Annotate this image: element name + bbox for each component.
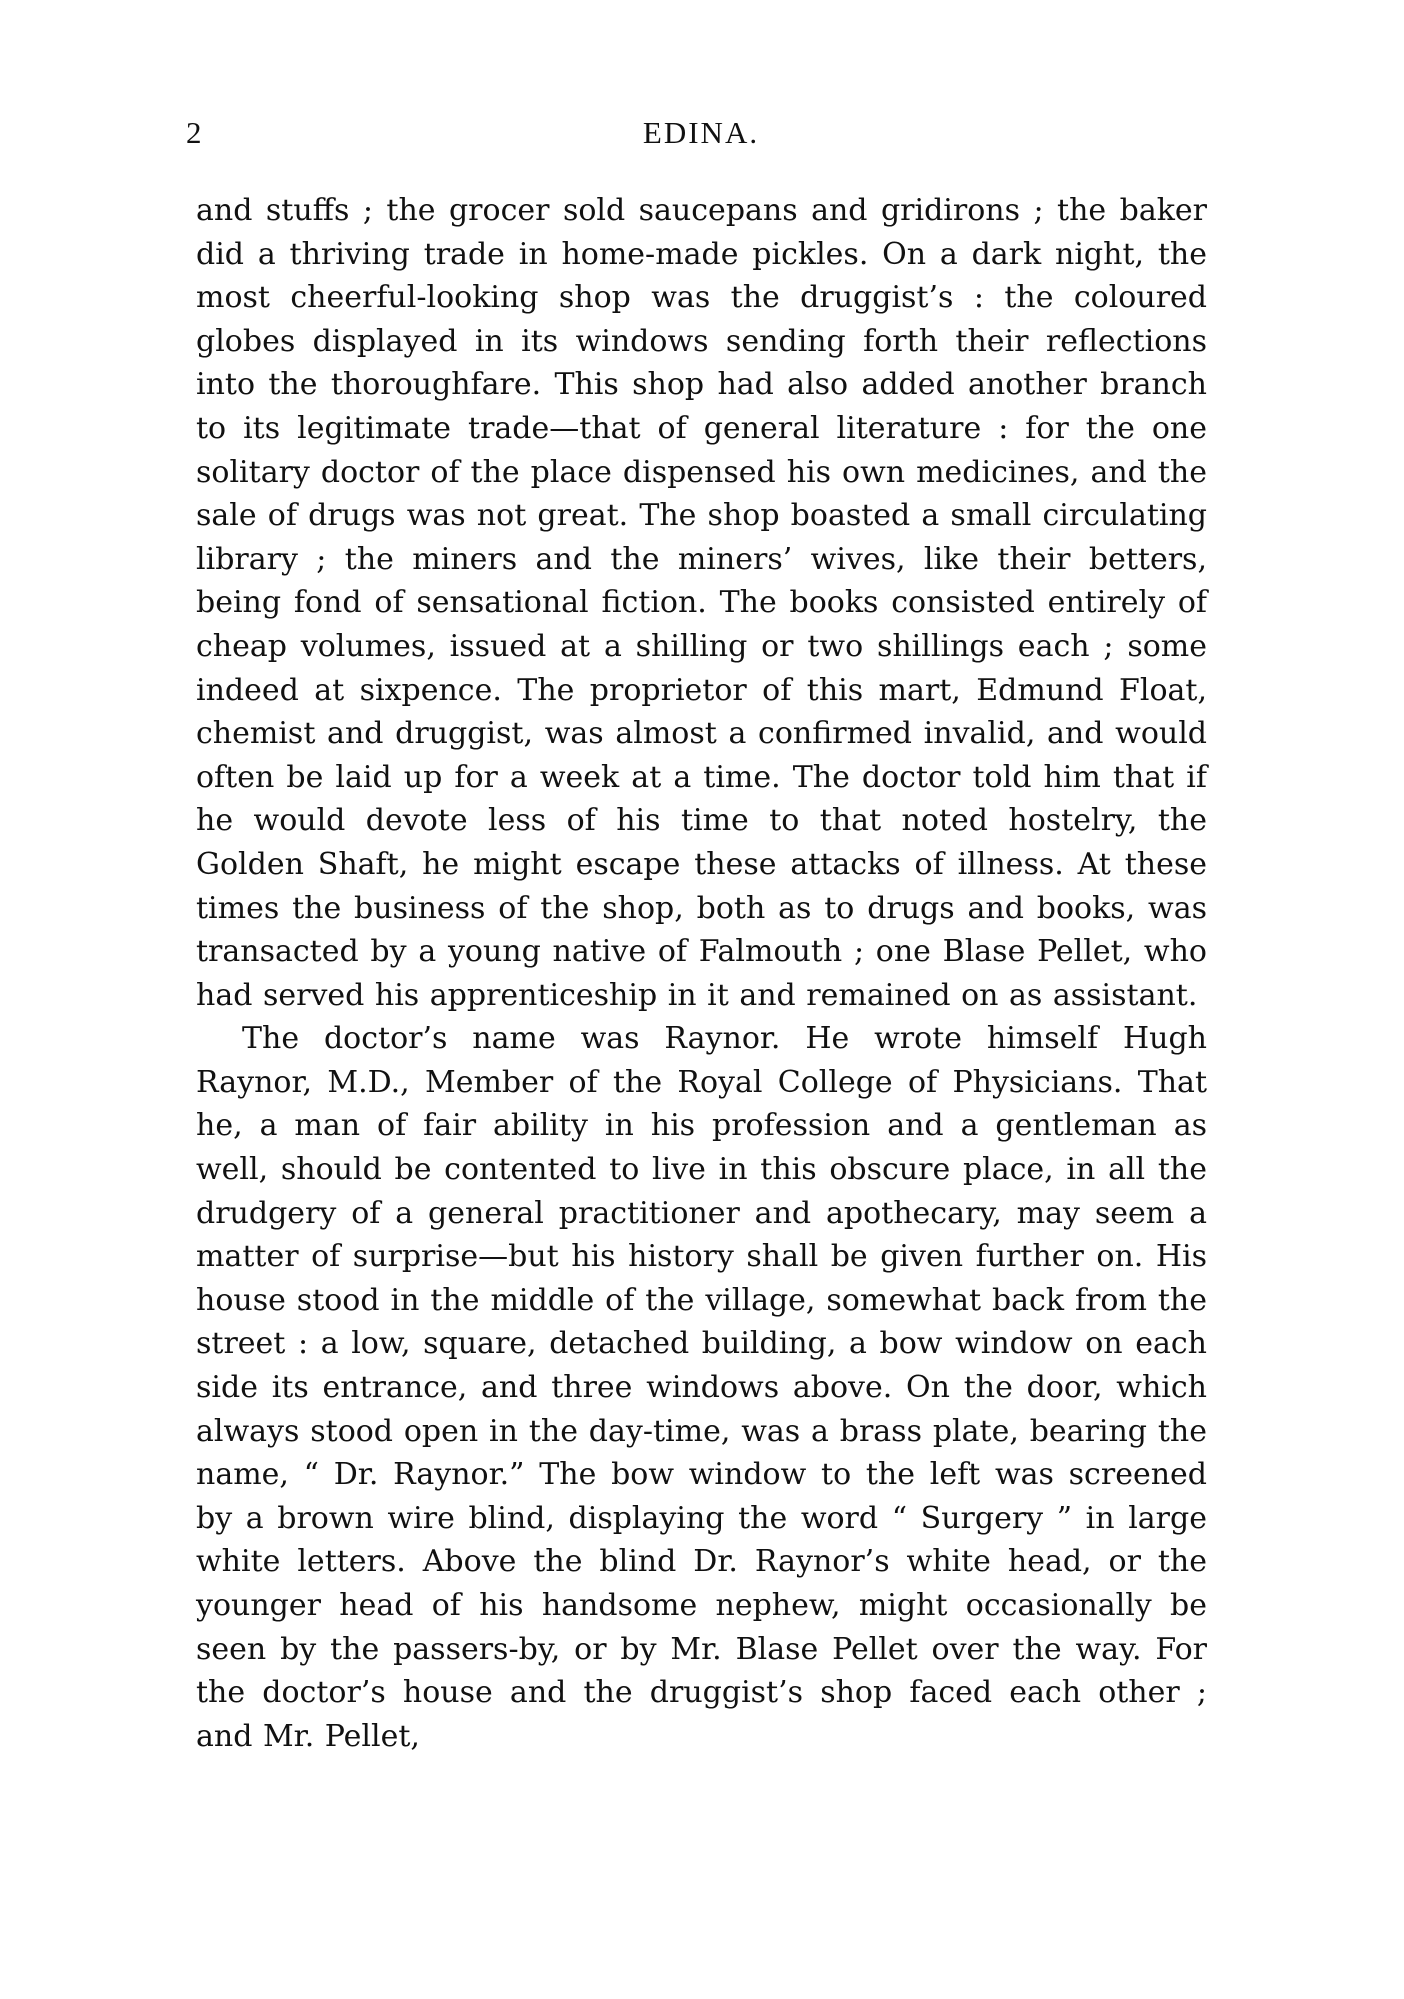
paragraph-doctor-raynor: The doctor’s name was Raynor. He wrote himself Hugh Raynor, M.D., Member of the Royal College of Physicians. That he, a man of fair ability in his profession and a gentleman as well, should be contented to live in this obscure place, in all the drudgery of a general practitioner and apothecary, may seem a matter of surprise—but his history shall be given further on. His house stood in the middle of the village, somewhat back from the street : a low, square, detached building, a bow window on each side its entrance, and three windows above. On the door, which always stood open in the day-time, was a brass plate, bearing the name, “ Dr. Raynor.” The bow window to the left was screened by a brown wire blind, displaying the word “ Surgery ” in large white letters. Above the blind Dr. Raynor’s white head, or the younger head of his handsome nephew, might occasionally be seen by the passers-by, or by Mr. Blase Pellet over the way. For the doctor’s house and the druggist’s shop faced each other ; and Mr. Pellet, [196, 1021, 1207, 1754]
body-text [196, 189, 1207, 1758]
running-title: EDINA. [642, 115, 760, 150]
running-head [186, 115, 1216, 165]
page-number: 2 [186, 115, 202, 150]
paragraph-continued: and stuffs ; the grocer sold saucepans and gridirons ; the baker did a thriving trade in home-made pickles. On a dark night, the most cheerful-looking shop was the druggist’s : the coloured globes displayed in its windows sending forth their reflections into the thoroughfare. This shop had also added another branch to its legitimate trade—that of general literature : for the one solitary doctor of the place dispensed his own medicines, and the sale of drugs was not great. The shop boasted a small circulating library ; the miners and the miners’ wives, like their betters, being fond of sensational fiction. The books consisted entirely of cheap volumes, issued at a shilling or two shillings each ; some indeed at sixpence. The proprietor of this mart, Edmund Float, chemist and druggist, was almost a confirmed invalid, and would often be laid up for a week at a time. The doctor told him that if he would devote less of his time to that noted hostelry, the Golden Shaft, he might escape these attacks of illness. At these times the business of the shop, both as to drugs and books, was transacted by a young native of Falmouth ; one Blase Pellet, who had served his apprenticeship in it and remained on as assistant. [196, 193, 1207, 1013]
